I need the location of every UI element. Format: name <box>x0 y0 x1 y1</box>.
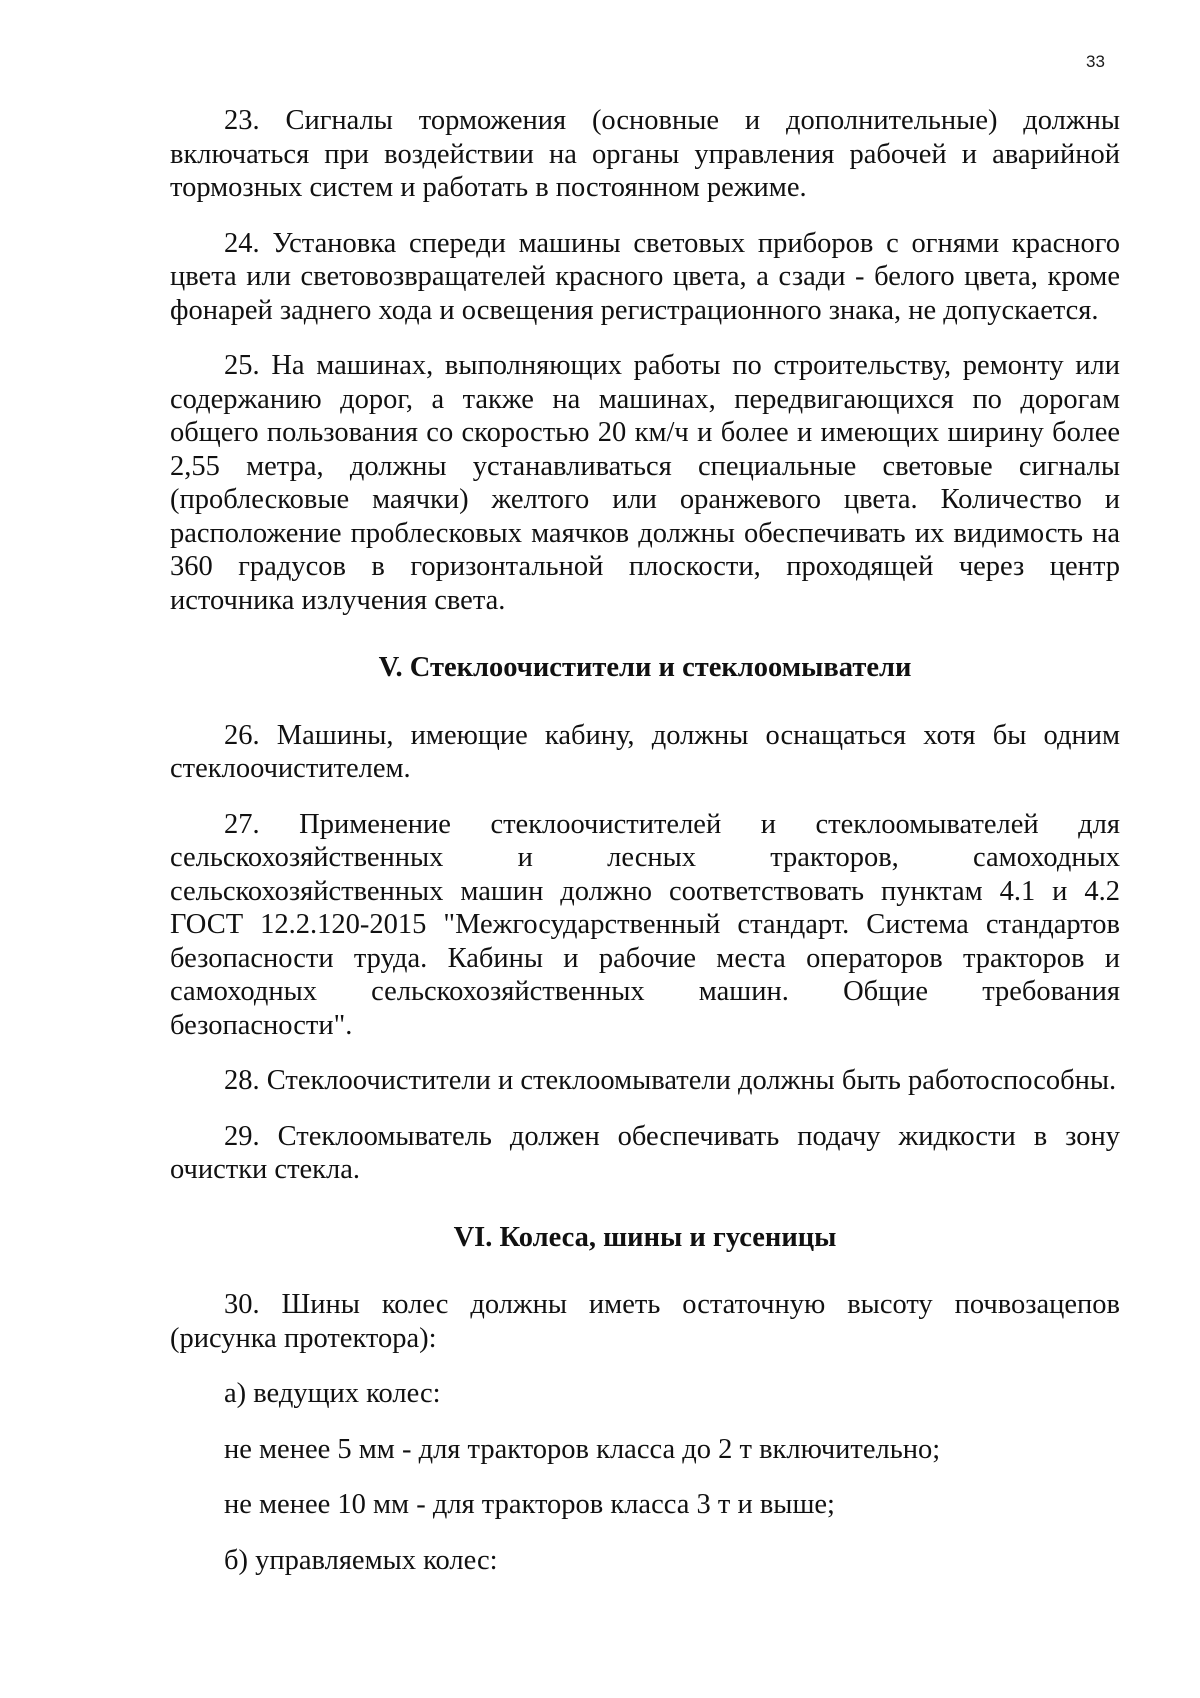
paragraph-30-a: а) ведущих колес: <box>224 1378 441 1409</box>
paragraph-30-a-item-1: не менее 5 мм - для тракторов класса до 2 т включительно; <box>224 1433 941 1465</box>
paragraph-28: 28. Стеклоочистители и стеклоомыватели должны быть работоспособны. <box>224 1065 1117 1096</box>
page-number: 33 <box>1086 52 1105 71</box>
paragraph-26: 26. Машины, имеющие кабину, должны оснащаться хотя бы одним стеклоочистителем. <box>170 719 1120 784</box>
paragraph-30: 30. Шины колес должны иметь остаточную высоту почвозацепов (рисунка протектора): <box>170 1289 1120 1354</box>
paragraph-25: 25. На машинах, выполняющих работы по строительству, ремонту или содержанию дорог, а также на машинах, передвигающихся по дорогам общего пользования со скоростью 20 км/ч и более и имеющих ширину более 2,55 метра, должны устанавливаться специальные световые сигналы (проблесковые маячки) желтого или оранжевого цвета. Количество и расположение проблесковых маячков должны обеспечивать их видимость на 360 градусов в горизонтальной плоскости, проходящей через центр источника излучения света. <box>170 350 1120 616</box>
paragraph-30-b: б) управляемых колес: <box>224 1544 498 1576</box>
paragraph-29: 29. Стеклоомыватель должен обеспечивать подачу жидкости в зону очистки стекла. <box>170 1120 1120 1185</box>
document-body <box>170 104 1120 1577</box>
paragraph-23: 23. Сигналы торможения (основные и дополнительные) должны включаться при воздействии на органы управления рабочей и аварийной тормозных систем и работать в постоянном режиме. <box>170 105 1120 203</box>
paragraph-30-a-item-2: не менее 10 мм - для тракторов класса 3 т и выше; <box>224 1489 835 1520</box>
paragraph-27: 27. Применение стеклоочистителей и стеклоомывателей для сельскохозяйственных и лесных тракторов, самоходных сельскохозяйственных машин должно соответствовать пунктам 4.1 и 4.2 ГОСТ 12.2.120-2015 "Межгосударственный стандарт. Система стандартов безопасности труда. Кабины и рабочие места операторов тракторов и самоходных сельскохозяйственных машин. Общие требования безопасности". <box>170 808 1120 1041</box>
section-heading-6: VI. Колеса, шины и гусеницы <box>453 1221 837 1253</box>
paragraph-24: 24. Установка спереди машины световых приборов с огнями красного цвета или световозвращателей красного цвета, а сзади - белого цвета, кроме фонарей заднего хода и освещения регистрационного знака, не допускается. <box>170 227 1120 326</box>
section-heading-5: V. Стеклоочистители и стеклоомыватели <box>378 652 912 683</box>
